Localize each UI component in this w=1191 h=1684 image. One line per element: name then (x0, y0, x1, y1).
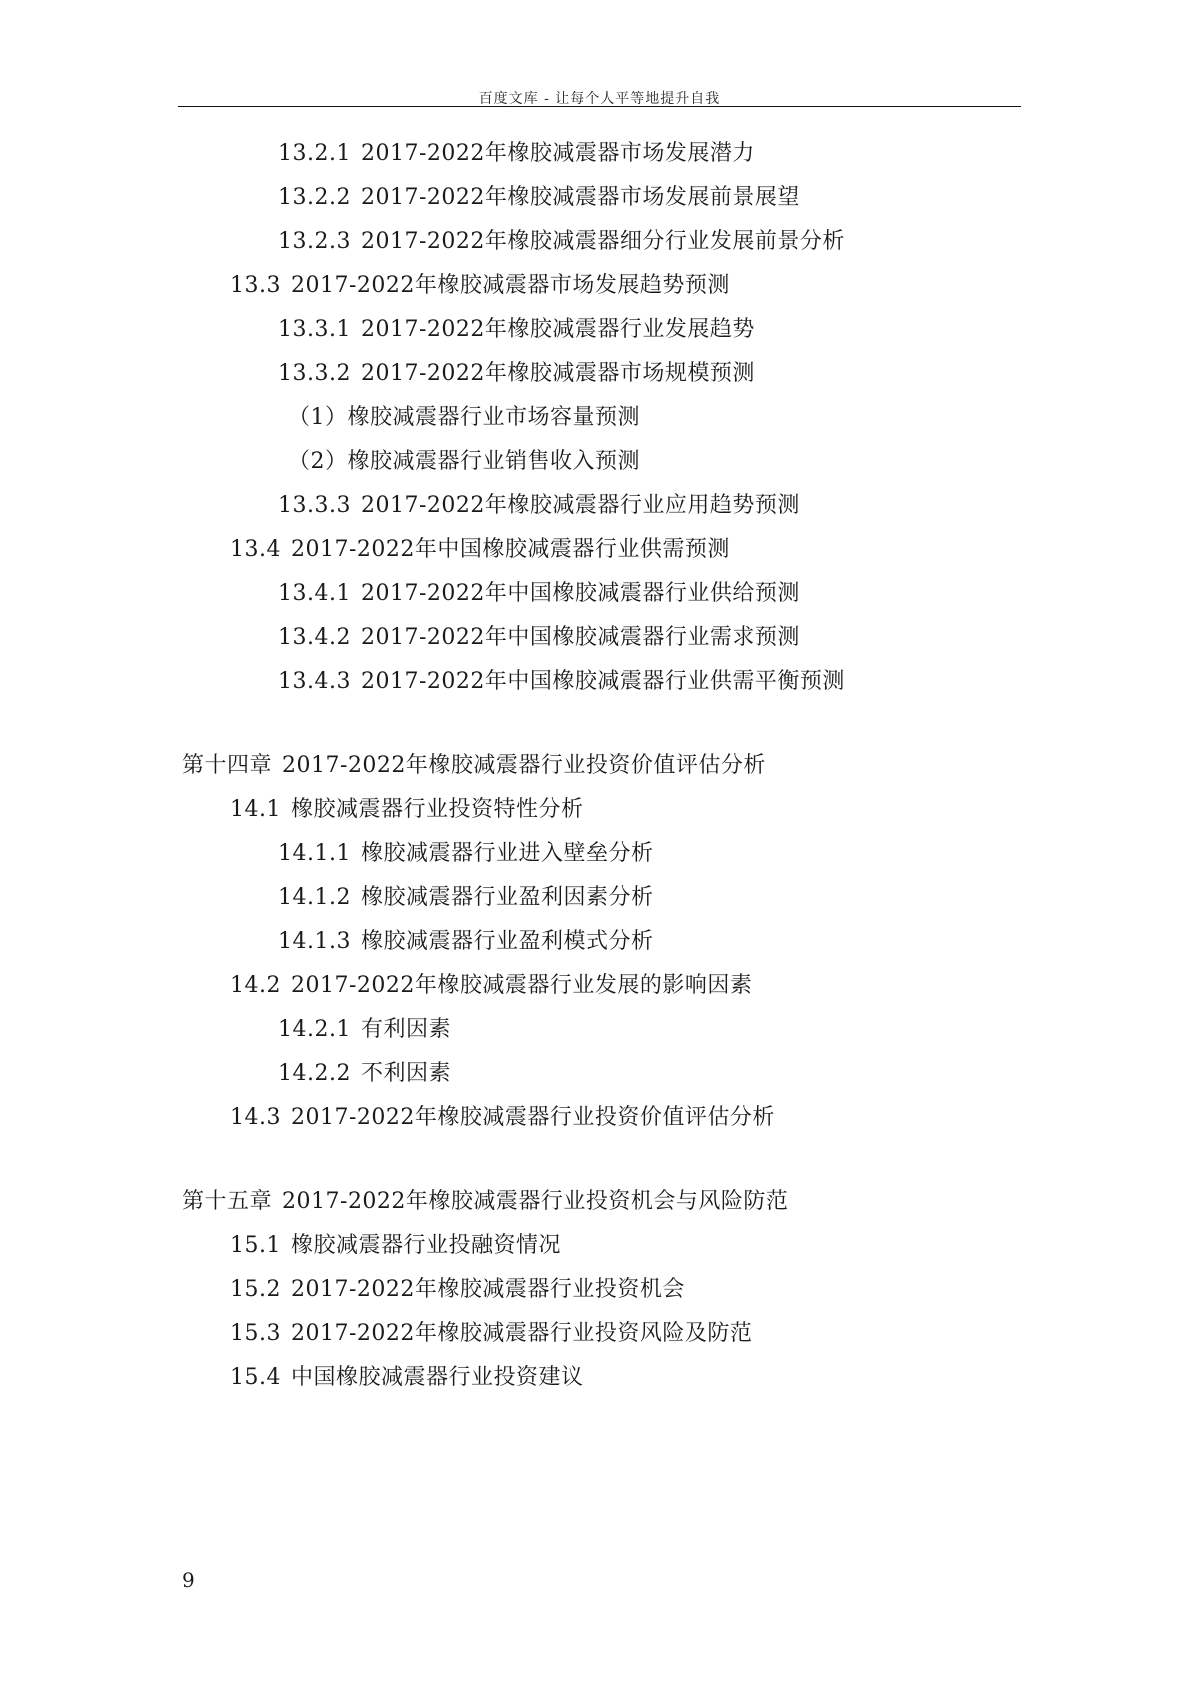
toc-chapter-heading (182, 752, 766, 780)
toc-entry (278, 360, 755, 388)
toc-entry (230, 972, 752, 1000)
toc-entry-number: 14.2.2 (278, 1061, 351, 1086)
toc-entry-title: 2017-2022年橡胶减震器行业投资风险及防范 (290, 1321, 753, 1346)
toc-entry (230, 1276, 685, 1304)
toc-entry-title: 中国橡胶减震器行业投资建议 (290, 1365, 584, 1390)
toc-entry (230, 1104, 775, 1132)
toc-entry (278, 184, 800, 212)
toc-entry-title: 橡胶减震器行业投资特性分析 (290, 797, 584, 822)
toc-entry-number: 13.4.2 (278, 625, 351, 650)
toc-chapter-heading (182, 1188, 788, 1216)
toc-entry-title: 2017-2022年橡胶减震器行业投资价值评估分析 (282, 753, 766, 778)
toc-entry-title: 2017-2022年橡胶减震器行业投资机会与风险防范 (282, 1189, 789, 1214)
toc-entry (278, 580, 800, 608)
toc-entry (278, 928, 654, 956)
toc-entry-number: 15.4 (230, 1365, 281, 1390)
toc-entry-title: 2017-2022年中国橡胶减震器行业供需预测 (290, 537, 730, 562)
toc-entry-number: 14.2 (230, 973, 281, 998)
toc-entry-title: 橡胶减震器行业进入壁垒分析 (360, 841, 654, 866)
toc-entry-title: （1）橡胶减震器行业市场容量预测 (288, 405, 640, 430)
toc-entry-number: 15.1 (230, 1233, 281, 1258)
toc-entry-title: 2017-2022年中国橡胶减震器行业需求预测 (360, 625, 800, 650)
toc-entry-title: 橡胶减震器行业投融资情况 (290, 1233, 561, 1258)
toc-entry-title: 不利因素 (360, 1061, 451, 1086)
toc-entry (278, 316, 755, 344)
toc-entry-title: 2017-2022年橡胶减震器市场规模预测 (360, 361, 755, 386)
toc-entry-number: 13.4.3 (278, 669, 351, 694)
page-header: 百度文库 - 让每个人平等地提升自我 (478, 91, 721, 107)
toc-entry-title: 2017-2022年中国橡胶减震器行业供给预测 (360, 581, 800, 606)
toc-entry-number: 13.3.1 (278, 317, 351, 342)
toc-entry-number: 14.1.1 (278, 841, 351, 866)
toc-entry (278, 140, 755, 168)
toc-entry-number: 13.3.3 (278, 493, 351, 518)
toc-entry-title: 2017-2022年橡胶减震器细分行业发展前景分析 (360, 229, 845, 254)
toc-entry-title: 2017-2022年橡胶减震器行业发展的影响因素 (290, 973, 753, 998)
toc-entry-title: 橡胶减震器行业盈利因素分析 (360, 885, 654, 910)
toc-entry-title: 有利因素 (360, 1017, 451, 1042)
toc-entry (278, 228, 845, 256)
toc-entry (278, 624, 800, 652)
toc-entry-number: 14.1.3 (278, 929, 351, 954)
toc-entry (288, 448, 640, 476)
toc-entry (230, 1320, 752, 1348)
toc-entry-number: 14.1.2 (278, 885, 351, 910)
toc-entry (278, 492, 800, 520)
toc-entry (278, 840, 654, 868)
toc-entry-number: 13.2.2 (278, 185, 351, 210)
toc-entry-number: 14.1 (230, 797, 281, 822)
toc-entry-number: 14.2.1 (278, 1017, 351, 1042)
toc-entry-title: 2017-2022年橡胶减震器市场发展潜力 (360, 141, 755, 166)
toc-entry-number: 14.3 (230, 1105, 281, 1130)
toc-entry-title: 2017-2022年橡胶减震器行业发展趋势 (360, 317, 755, 342)
toc-entry (288, 404, 640, 432)
toc-entry-title: 2017-2022年橡胶减震器市场发展趋势预测 (290, 273, 730, 298)
toc-entry-title: （2）橡胶减震器行业销售收入预测 (288, 449, 640, 474)
toc-entry-title: 2017-2022年橡胶减震器行业投资价值评估分析 (290, 1105, 775, 1130)
toc-entry-title: 2017-2022年橡胶减震器市场发展前景展望 (360, 185, 800, 210)
toc-entry-number: 15.3 (230, 1321, 281, 1346)
toc-entry-number: 第十四章 (182, 753, 273, 778)
toc-entry-title: 2017-2022年中国橡胶减震器行业供需平衡预测 (360, 669, 845, 694)
toc-entry-title: 2017-2022年橡胶减震器行业应用趋势预测 (360, 493, 800, 518)
toc-entry (278, 1060, 451, 1088)
toc-entry-number: 15.2 (230, 1277, 281, 1302)
toc-entry-number: 13.4.1 (278, 581, 351, 606)
toc-entry-title: 橡胶减震器行业盈利模式分析 (360, 929, 654, 954)
toc-entry-title: 2017-2022年橡胶减震器行业投资机会 (290, 1277, 685, 1302)
toc-entry (278, 884, 654, 912)
toc-entry-number: 13.2.1 (278, 141, 351, 166)
toc-entry-number: 13.3 (230, 273, 281, 298)
toc-entry (230, 272, 730, 300)
toc-entry-number: 13.2.3 (278, 229, 351, 254)
page-number: 9 (182, 1568, 195, 1592)
toc-entry-number: 13.4 (230, 537, 281, 562)
toc-entry (278, 1016, 451, 1044)
toc-entry-number: 13.3.2 (278, 361, 351, 386)
toc-entry (278, 668, 845, 696)
toc-entry (230, 1364, 584, 1392)
toc-entry (230, 796, 584, 824)
toc-entry (230, 536, 730, 564)
toc-entry (230, 1232, 561, 1260)
toc-entry-number: 第十五章 (182, 1189, 273, 1214)
